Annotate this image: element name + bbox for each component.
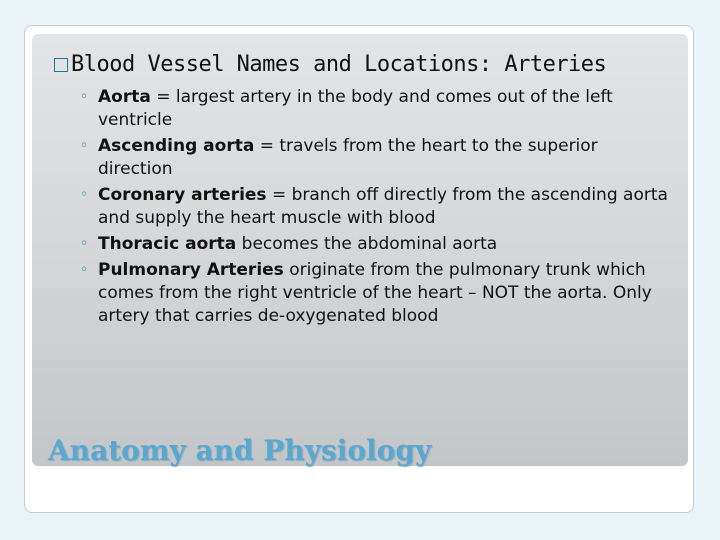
list-item <box>80 184 676 230</box>
slide-heading <box>54 52 606 77</box>
bullet-term: Pulmonary Arteries <box>98 260 284 280</box>
square-bullet-icon <box>54 58 68 72</box>
list-item <box>80 233 676 256</box>
list-item <box>80 259 676 328</box>
slide-heading-text: Blood Vessel Names and Locations: Arteries <box>71 52 607 77</box>
circle-bullet-icon: ◦ <box>80 89 89 105</box>
footer-title: Anatomy and Physiology <box>48 434 432 467</box>
list-item <box>80 135 676 181</box>
bullet-text: becomes the abdominal aorta <box>236 234 498 254</box>
circle-bullet-icon: ◦ <box>80 138 89 154</box>
bullet-text: = travels from the heart to the superior direction <box>98 136 598 179</box>
circle-bullet-icon: ◦ <box>80 262 89 278</box>
bullet-text: = largest artery in the body and comes out of the left ventricle <box>98 87 613 130</box>
circle-bullet-icon: ◦ <box>80 236 89 252</box>
list-item <box>80 86 676 132</box>
bullet-term: Aorta <box>98 87 151 107</box>
circle-bullet-icon: ◦ <box>80 187 89 203</box>
bullet-term: Ascending aorta <box>98 136 255 156</box>
content-panel <box>32 34 688 466</box>
bullet-text: originate from the pulmonary trunk which comes from the right ventricle of the heart – NOT the aorta. Only artery that carries de-oxygenated blood <box>98 260 652 326</box>
bullet-term: Coronary arteries <box>98 185 267 205</box>
bullet-list <box>80 86 676 331</box>
bullet-text: = branch off directly from the ascending aorta and supply the heart muscle with blood <box>98 185 668 228</box>
bullet-term: Thoracic aorta <box>98 234 237 254</box>
